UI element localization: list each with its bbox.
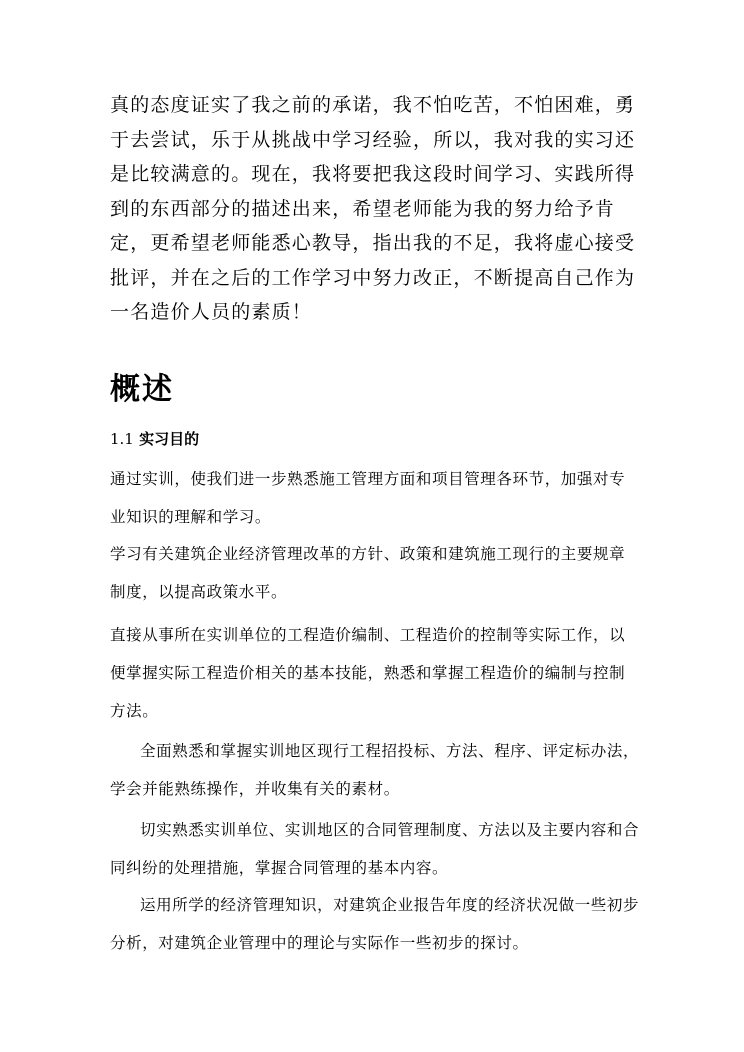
body-paragraph: 直接从事所在实训单位的工程造价编制、工程造价的控制等实际工作，以便掌握实际工程造价相关的基本技能，熟悉和掌握工程造价的编制与控制方法。 (110, 626, 626, 720)
subsection-title: 实习目的 (139, 430, 200, 448)
subsection-heading (110, 428, 199, 449)
intro-paragraph: 真的态度证实了我之前的承诺，我不怕吃苦，不怕困难，勇于去尝试，乐于从挑战中学习经验，所以，我对我的实习还是比较满意的。现在，我将要把我这段时间学习、实践所得到的东西部分的描述出来，希望老师能为我的努力给予肯定，更希望老师能悉心教导，指出我的不足，我将虚心接受批评，并在之后的工作学习中努力改正，不断提高自己作为一名造价人员的素质！ (110, 94, 636, 323)
body-paragraph: 运用所学的经济管理知识，对建筑企业报告年度的经济状况做一些初步分析，对建筑企业管理中的理论与实际作一些初步的探讨。 (110, 896, 640, 952)
body-paragraph: 切实熟悉实训单位、实训地区的合同管理制度、方法以及主要内容和合同纠纷的处理措施，掌握合同管理的基本内容。 (110, 821, 640, 877)
section-heading: 概述 (110, 372, 174, 407)
body-paragraph: 学习有关建筑企业经济管理改革的方针、政策和建筑施工现行的主要规章制度，以提高政策水平。 (110, 545, 626, 601)
subsection-number: 1.1 (110, 430, 134, 448)
body-paragraph: 全面熟悉和掌握实训地区现行工程招投标、方法、程序、评定标办法，学会并能熟练操作，并收集有关的素材。 (110, 742, 640, 798)
body-paragraph: 通过实训，使我们进一步熟悉施工管理方面和项目管理各环节，加强对专业知识的理解和学习。 (110, 470, 626, 526)
